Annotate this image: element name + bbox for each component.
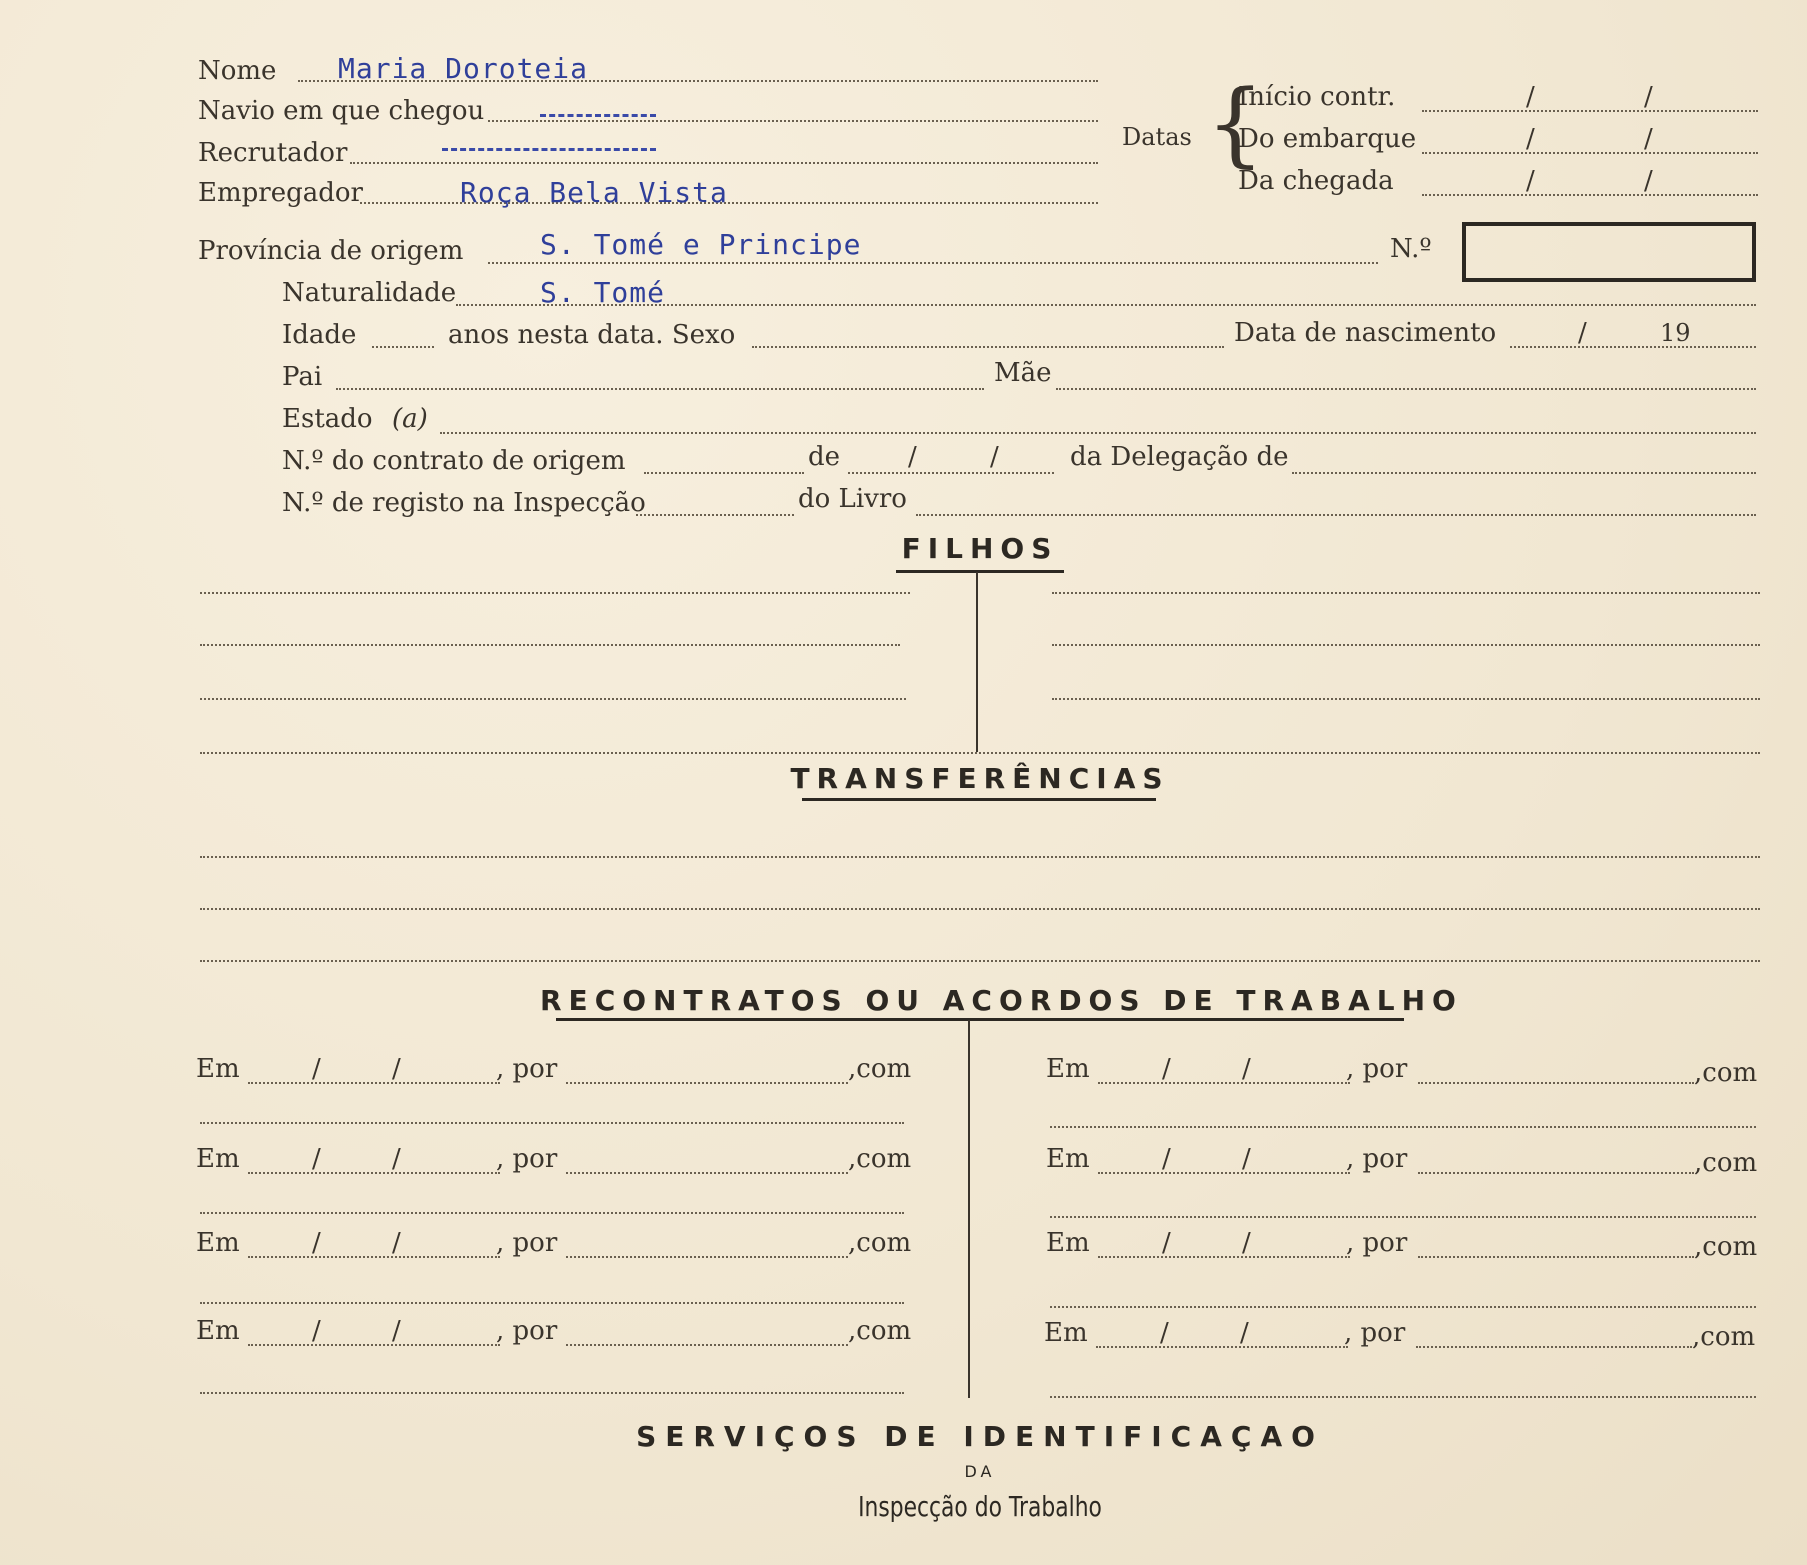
recontratos-heading: RECONTRATOS OU ACORDOS DE TRABALHO bbox=[540, 984, 1463, 1017]
navio-struck-mark bbox=[540, 114, 656, 117]
recontrato-date-line bbox=[1098, 1256, 1350, 1258]
registo-label: N.º de registo na Inspecção bbox=[282, 488, 646, 518]
embarque-slash-1: / bbox=[1526, 124, 1535, 154]
empregador-value: Roça Bela Vista bbox=[460, 176, 728, 209]
naturalidade-label: Naturalidade bbox=[282, 278, 457, 308]
recontrato-date-line bbox=[1096, 1346, 1348, 1348]
filhos-heading: FILHOS bbox=[901, 532, 1059, 565]
filhos-line bbox=[1052, 592, 1760, 594]
recontrato-slash: / bbox=[312, 1316, 321, 1346]
recontrato-em-label: Em bbox=[1046, 1144, 1090, 1174]
recontrato-date-line bbox=[248, 1172, 500, 1174]
da-text: DA bbox=[964, 1462, 996, 1481]
estado-note: (a) bbox=[392, 404, 428, 434]
embarque-slash-2: / bbox=[1644, 124, 1653, 154]
filhos-line bbox=[200, 698, 906, 700]
recontrato-por-label: , por bbox=[496, 1144, 558, 1174]
recontrato-por-line bbox=[1416, 1346, 1692, 1348]
recontrato-slash: / bbox=[1162, 1228, 1171, 1258]
recontrato-com-label: ,com bbox=[1692, 1322, 1756, 1352]
recontrato-por-line bbox=[566, 1256, 848, 1258]
nascimento-year-prefix: 19 bbox=[1660, 319, 1691, 347]
servicos-heading: SERVIÇOS DE IDENTIFICAÇAO bbox=[636, 1420, 1324, 1453]
embarque-field-line bbox=[1422, 152, 1758, 154]
recontrato-slash: / bbox=[1242, 1228, 1251, 1258]
recontrato-por-line bbox=[1418, 1256, 1694, 1258]
recontrato-line bbox=[200, 1392, 904, 1394]
recrutador-field-line bbox=[350, 162, 1098, 164]
navio-field-line bbox=[488, 120, 1098, 122]
pai-label: Pai bbox=[282, 362, 323, 392]
recontrato-com-label: ,com bbox=[848, 1144, 912, 1174]
recontrato-slash: / bbox=[1242, 1054, 1251, 1084]
recrutador-label: Recrutador bbox=[198, 138, 348, 168]
recontrato-por-line bbox=[566, 1344, 848, 1346]
filhos-line bbox=[200, 644, 900, 646]
recontrato-em-label: Em bbox=[196, 1316, 240, 1346]
recontrato-com-label: ,com bbox=[848, 1316, 912, 1346]
recontrato-em-label: Em bbox=[1044, 1318, 1088, 1348]
recontrato-line bbox=[1050, 1126, 1756, 1128]
mae-field-line bbox=[1056, 388, 1756, 390]
empregador-label: Empregador bbox=[198, 178, 363, 208]
recontrato-slash: / bbox=[1162, 1144, 1171, 1174]
livro-label: do Livro bbox=[798, 484, 907, 514]
sexo-field-line bbox=[752, 346, 1224, 348]
recontrato-date-line bbox=[248, 1256, 500, 1258]
idade-label: Idade bbox=[282, 320, 357, 350]
contrato-de-label: de bbox=[808, 442, 841, 472]
chegada-slash-2: / bbox=[1644, 166, 1653, 196]
recontrato-com-label: ,com bbox=[1694, 1232, 1758, 1262]
recrutador-struck-mark bbox=[442, 148, 656, 151]
delegacao-field-line bbox=[1292, 472, 1756, 474]
contrato-slash-2: / bbox=[990, 442, 999, 472]
recontrato-em-label: Em bbox=[1046, 1054, 1090, 1084]
estado-field-line bbox=[440, 432, 1756, 434]
numero-box bbox=[1462, 222, 1756, 282]
transferencias-line bbox=[200, 908, 1760, 910]
recontrato-line bbox=[200, 1302, 904, 1304]
recontrato-line bbox=[200, 1212, 904, 1214]
recontrato-por-label: , por bbox=[496, 1316, 558, 1346]
filhos-line bbox=[200, 592, 910, 594]
filhos-divider bbox=[976, 572, 978, 752]
recontrato-com-label: ,com bbox=[848, 1054, 912, 1084]
recontrato-por-label: , por bbox=[1346, 1144, 1408, 1174]
inicio-slash-1: / bbox=[1526, 82, 1535, 112]
filhos-line bbox=[1052, 644, 1760, 646]
recontrato-por-label: , por bbox=[496, 1054, 558, 1084]
recontrato-slash: / bbox=[1160, 1318, 1169, 1348]
recontratos-divider bbox=[968, 1020, 970, 1398]
anos-sexo-label: anos nesta data. Sexo bbox=[448, 320, 736, 350]
registo-field-line bbox=[636, 514, 794, 516]
recontrato-por-line bbox=[1418, 1082, 1694, 1084]
nome-value: Maria Doroteia bbox=[338, 52, 589, 85]
recontrato-por-label: , por bbox=[496, 1228, 558, 1258]
recontrato-slash: / bbox=[1240, 1318, 1249, 1348]
filhos-underline bbox=[896, 570, 1064, 573]
mae-label: Mãe bbox=[994, 358, 1052, 388]
livro-field-line bbox=[916, 514, 1756, 516]
nome-label: Nome bbox=[198, 56, 277, 86]
filhos-line bbox=[1052, 698, 1760, 700]
recontrato-com-label: ,com bbox=[1694, 1148, 1758, 1178]
recontrato-por-line bbox=[566, 1082, 848, 1084]
recontrato-date-line bbox=[248, 1344, 500, 1346]
transferencias-underline bbox=[802, 798, 1156, 801]
recontrato-date-line bbox=[248, 1082, 500, 1084]
recontrato-slash: / bbox=[392, 1316, 401, 1346]
transferencias-line bbox=[200, 960, 1760, 962]
recontrato-date-line bbox=[1098, 1082, 1350, 1084]
recontrato-slash: / bbox=[312, 1228, 321, 1258]
contrato-slash-1: / bbox=[908, 442, 917, 472]
inicio-label: Início contr. bbox=[1238, 82, 1396, 112]
datas-label: Datas bbox=[1122, 123, 1192, 151]
recontrato-por-line bbox=[1418, 1172, 1694, 1174]
recontrato-slash: / bbox=[312, 1054, 321, 1084]
estado-label: Estado bbox=[282, 404, 373, 434]
contrato-field-line bbox=[644, 472, 804, 474]
recontrato-date-line bbox=[1098, 1172, 1350, 1174]
chegada-field-line bbox=[1422, 194, 1758, 196]
nascimento-slash: / bbox=[1578, 318, 1587, 348]
recontrato-por-line bbox=[566, 1172, 848, 1174]
recontrato-line bbox=[1050, 1216, 1756, 1218]
naturalidade-value: S. Tomé bbox=[540, 276, 666, 309]
nascimento-label: Data de nascimento bbox=[1234, 318, 1497, 348]
delegacao-label: da Delegação de bbox=[1070, 442, 1289, 472]
recontrato-por-label: , por bbox=[1346, 1054, 1408, 1084]
inicio-slash-2: / bbox=[1644, 82, 1653, 112]
recontrato-com-label: ,com bbox=[1694, 1058, 1758, 1088]
recontrato-slash: / bbox=[392, 1144, 401, 1174]
pai-field-line bbox=[336, 388, 984, 390]
recontrato-slash: / bbox=[312, 1144, 321, 1174]
recontrato-slash: / bbox=[1162, 1054, 1171, 1084]
recontrato-slash: / bbox=[392, 1054, 401, 1084]
inicio-field-line bbox=[1422, 110, 1758, 112]
recontrato-slash: / bbox=[1242, 1144, 1251, 1174]
contrato-date-line bbox=[848, 472, 1054, 474]
recontrato-em-label: Em bbox=[196, 1144, 240, 1174]
transferencias-heading: TRANSFERÊNCIAS bbox=[790, 762, 1170, 795]
provincia-label: Província de origem bbox=[198, 236, 464, 266]
recontrato-por-label: , por bbox=[1344, 1318, 1406, 1348]
recontrato-line bbox=[200, 1122, 904, 1124]
recontrato-por-label: , por bbox=[1346, 1228, 1408, 1258]
provincia-field-line bbox=[488, 262, 1378, 264]
nascimento-field-line bbox=[1510, 346, 1756, 348]
recontrato-line bbox=[1050, 1396, 1756, 1398]
recontrato-slash: / bbox=[392, 1228, 401, 1258]
recontrato-em-label: Em bbox=[196, 1054, 240, 1084]
chegada-label: Da chegada bbox=[1238, 166, 1394, 196]
navio-label: Navio em que chegou bbox=[198, 96, 485, 126]
inspeccao-text: Inspecção do Trabalho bbox=[858, 1490, 1102, 1523]
datas-brace: { bbox=[1206, 70, 1265, 177]
embarque-label: Do embarque bbox=[1238, 124, 1417, 154]
recontrato-em-label: Em bbox=[1046, 1228, 1090, 1258]
transferencias-line bbox=[200, 856, 1760, 858]
filhos-line bbox=[200, 752, 1760, 754]
recontrato-line bbox=[1050, 1306, 1756, 1308]
recontrato-em-label: Em bbox=[196, 1228, 240, 1258]
recontrato-com-label: ,com bbox=[848, 1228, 912, 1258]
recontratos-underline bbox=[556, 1018, 1404, 1021]
provincia-value: S. Tomé e Principe bbox=[540, 228, 862, 261]
idade-field-line bbox=[372, 346, 434, 348]
chegada-slash-1: / bbox=[1526, 166, 1535, 196]
contrato-label: N.º do contrato de origem bbox=[282, 446, 626, 476]
numero-label: N.º bbox=[1390, 234, 1432, 264]
